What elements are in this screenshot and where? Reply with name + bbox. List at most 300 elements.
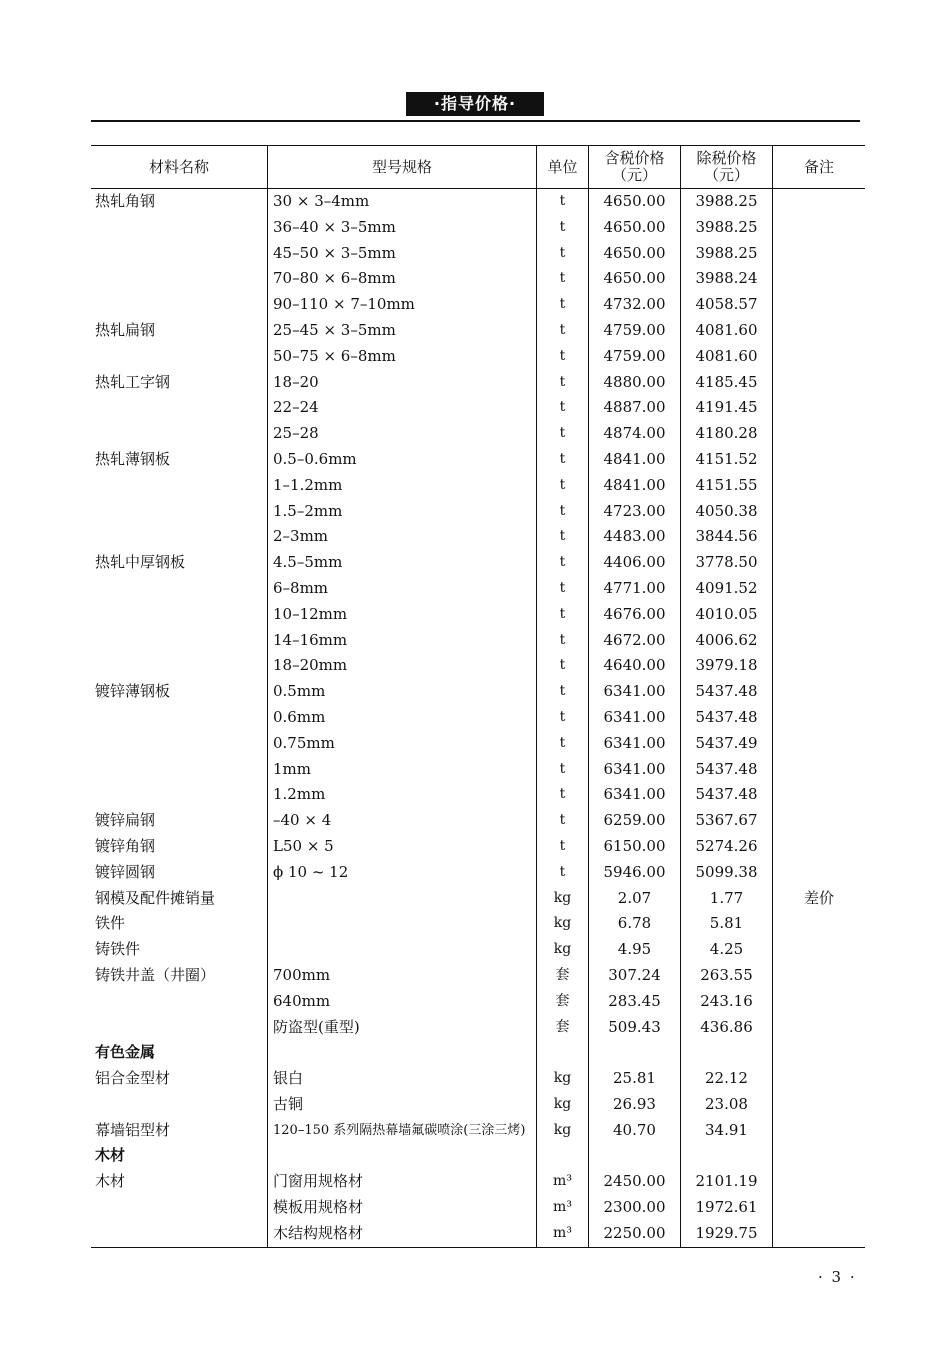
- table-row: [91, 963, 865, 989]
- cell-spec: 防盗型(重型): [268, 1015, 537, 1041]
- cell-spec: 银白: [268, 1066, 537, 1092]
- cell-tax-price: 4841.00: [589, 473, 681, 499]
- cell-material-name: 热轧角钢: [95, 192, 156, 210]
- cell-spec: 18–20mm: [268, 653, 537, 679]
- cell-tax-price: 2450.00: [589, 1169, 681, 1195]
- cell-material-name: [91, 731, 268, 757]
- table-row: [91, 1015, 865, 1041]
- cell-material-name: 木材: [95, 1172, 126, 1191]
- cell-unit: t: [537, 421, 589, 447]
- cell-material-name: 钢模及配件摊销量: [95, 888, 216, 907]
- page-number: · 3 ·: [818, 1268, 857, 1286]
- cell-note: [773, 989, 866, 1015]
- cell-net-price: 34.91: [681, 1118, 773, 1144]
- cell-material-name: 镀锌扁钢: [95, 811, 156, 830]
- cell-note: [773, 550, 866, 576]
- cell-note: [773, 1143, 866, 1169]
- cell-material-name: [91, 473, 268, 499]
- cell-tax-price: 4650.00: [589, 189, 681, 215]
- header-net-price: [681, 146, 773, 189]
- table-row: [91, 731, 865, 757]
- cell-note: [773, 576, 866, 602]
- cell-net-price: 1929.75: [681, 1221, 773, 1247]
- cell-material-name: 铸铁件: [95, 940, 141, 959]
- table-row: [91, 860, 865, 886]
- cell-net-price: 3778.50: [681, 550, 773, 576]
- price-table-wrapper: [91, 145, 860, 1248]
- cell-note: [773, 421, 866, 447]
- cell-net-price: 4010.05: [681, 602, 773, 628]
- cell-unit: t: [537, 602, 589, 628]
- table-row: [91, 628, 865, 654]
- header-tax-price: [589, 146, 681, 189]
- cell-spec: 古铜: [268, 1092, 537, 1118]
- table-row: [91, 679, 865, 705]
- cell-net-price: 4081.60: [681, 344, 773, 370]
- cell-unit: t: [537, 189, 589, 215]
- header-material-name: 材料名称: [91, 146, 268, 189]
- table-row: [91, 757, 865, 783]
- cell-tax-price: 307.24: [589, 963, 681, 989]
- cell-note: [773, 1066, 866, 1092]
- cell-material-name: [91, 1195, 268, 1221]
- cell-spec: 1.2mm: [268, 782, 537, 808]
- header-rule: [91, 120, 860, 122]
- cell-net-price: 436.86: [681, 1015, 773, 1041]
- section-banner: ·指导价格·: [406, 92, 544, 116]
- cell-material-name: [91, 782, 268, 808]
- cell-material-name: [91, 292, 268, 318]
- cell-note: [773, 628, 866, 654]
- table-row: [91, 1066, 865, 1092]
- cell-net-price: 4151.55: [681, 473, 773, 499]
- cell-net-price: 5437.48: [681, 757, 773, 783]
- table-header-row: [91, 146, 865, 189]
- cell-spec: 门窗用规格材: [268, 1169, 537, 1195]
- cell-note: [773, 292, 866, 318]
- cell-note: [773, 937, 866, 963]
- cell-unit: m³: [537, 1221, 589, 1247]
- cell-material-name: 热轧薄钢板: [95, 449, 171, 468]
- cell-net-price: 4081.60: [681, 318, 773, 344]
- cell-net-price: 1972.61: [681, 1195, 773, 1221]
- cell-net-price: [681, 1143, 773, 1169]
- cell-note: [773, 1221, 866, 1247]
- cell-unit: t: [537, 292, 589, 318]
- cell-unit: t: [537, 550, 589, 576]
- cell-unit: t: [537, 782, 589, 808]
- table-row: [91, 1118, 865, 1144]
- cell-net-price: 5367.67: [681, 808, 773, 834]
- cell-net-price: 5437.48: [681, 705, 773, 731]
- cell-material-name: 镀锌角钢: [95, 836, 156, 855]
- cell-note: [773, 963, 866, 989]
- cell-net-price: 5437.49: [681, 731, 773, 757]
- header-spec: 型号规格: [268, 146, 537, 189]
- cell-spec: –40 × 4: [268, 808, 537, 834]
- cell-unit: t: [537, 318, 589, 344]
- cell-tax-price: 283.45: [589, 989, 681, 1015]
- header-net-price-line1: 除税价格: [696, 149, 757, 167]
- cell-material-name: [91, 241, 268, 267]
- cell-material-name: [91, 266, 268, 292]
- cell-note: [773, 1195, 866, 1221]
- cell-spec: 640mm: [268, 989, 537, 1015]
- cell-tax-price: 4841.00: [589, 447, 681, 473]
- cell-tax-price: 6341.00: [589, 757, 681, 783]
- cell-spec: 18–20: [268, 370, 537, 396]
- cell-net-price: 4191.45: [681, 395, 773, 421]
- cell-material-name: [91, 989, 268, 1015]
- table-row: [91, 524, 865, 550]
- cell-spec: 22–24: [268, 395, 537, 421]
- table-row: [91, 782, 865, 808]
- cell-note: [773, 731, 866, 757]
- cell-material-name: [91, 757, 268, 783]
- table-row: [91, 653, 865, 679]
- cell-spec: 14–16mm: [268, 628, 537, 654]
- cell-net-price: 3979.18: [681, 653, 773, 679]
- cell-note: [773, 344, 866, 370]
- cell-material-name: 热轧工字钢: [95, 372, 171, 391]
- cell-tax-price: 6341.00: [589, 782, 681, 808]
- cell-spec: [268, 886, 537, 912]
- cell-material-name: 镀锌薄钢板: [95, 682, 171, 701]
- cell-tax-price: 25.81: [589, 1066, 681, 1092]
- cell-material-name: 铸铁井盖（井圈）: [95, 965, 216, 984]
- cell-spec: 10–12mm: [268, 602, 537, 628]
- cell-spec: 50–75 × 6–8mm: [268, 344, 537, 370]
- table-row: [91, 911, 865, 937]
- cell-tax-price: 40.70: [589, 1118, 681, 1144]
- cell-tax-price: 6259.00: [589, 808, 681, 834]
- cell-spec: 30 × 3–4mm: [268, 189, 537, 215]
- cell-unit: t: [537, 860, 589, 886]
- cell-spec: 120–150 系列隔热幕墙氟碳喷涂(三涂三烤): [268, 1118, 537, 1144]
- cell-note: [773, 782, 866, 808]
- cell-spec: 2–3mm: [268, 524, 537, 550]
- cell-spec: 700mm: [268, 963, 537, 989]
- cell-unit: t: [537, 628, 589, 654]
- cell-spec: ϕ 10 ~ 12: [268, 860, 537, 886]
- cell-unit: t: [537, 808, 589, 834]
- table-row: [91, 395, 865, 421]
- cell-tax-price: 2300.00: [589, 1195, 681, 1221]
- cell-spec: 25–45 × 3–5mm: [268, 318, 537, 344]
- cell-unit: t: [537, 524, 589, 550]
- table-row: [91, 808, 865, 834]
- table-row: [91, 989, 865, 1015]
- cell-spec: 4.5–5mm: [268, 550, 537, 576]
- cell-note: [773, 757, 866, 783]
- cell-net-price: 4185.45: [681, 370, 773, 396]
- cell-tax-price: 6341.00: [589, 679, 681, 705]
- table-body: [91, 189, 865, 1248]
- cell-material-name: [91, 576, 268, 602]
- cell-unit: kg: [537, 1092, 589, 1118]
- cell-tax-price: 6150.00: [589, 834, 681, 860]
- header-unit: 单位: [537, 146, 589, 189]
- cell-spec: 1mm: [268, 757, 537, 783]
- cell-net-price: 4091.52: [681, 576, 773, 602]
- cell-tax-price: 5946.00: [589, 860, 681, 886]
- cell-unit: kg: [537, 1118, 589, 1144]
- table-row: [91, 421, 865, 447]
- cell-unit: t: [537, 834, 589, 860]
- cell-unit: t: [537, 344, 589, 370]
- cell-net-price: 5.81: [681, 911, 773, 937]
- table-row: [91, 1092, 865, 1118]
- cell-unit: t: [537, 370, 589, 396]
- cell-material-name: 铁件: [95, 914, 126, 933]
- cell-net-price: 3988.24: [681, 266, 773, 292]
- table-row: [91, 499, 865, 525]
- table-row: [91, 550, 865, 576]
- cell-spec: 0.6mm: [268, 705, 537, 731]
- cell-net-price: 263.55: [681, 963, 773, 989]
- cell-net-price: 3988.25: [681, 215, 773, 241]
- cell-net-price: 22.12: [681, 1066, 773, 1092]
- cell-material-name: 热轧中厚钢板: [95, 553, 186, 572]
- cell-spec: 36–40 × 3–5mm: [268, 215, 537, 241]
- cell-material-name: [91, 1221, 268, 1247]
- table-row: [91, 1195, 865, 1221]
- cell-tax-price: 4650.00: [589, 215, 681, 241]
- cell-note: [773, 318, 866, 344]
- cell-unit: t: [537, 757, 589, 783]
- cell-material-name: [91, 1092, 268, 1118]
- cell-net-price: 4151.52: [681, 447, 773, 473]
- cell-note: [773, 241, 866, 267]
- cell-spec: 模板用规格材: [268, 1195, 537, 1221]
- cell-net-price: 1.77: [681, 886, 773, 912]
- price-table: [91, 145, 865, 1248]
- table-row: [91, 370, 865, 396]
- cell-material-name: [91, 344, 268, 370]
- cell-note: [773, 602, 866, 628]
- cell-unit: t: [537, 395, 589, 421]
- cell-material-name: [91, 524, 268, 550]
- cell-tax-price: 26.93: [589, 1092, 681, 1118]
- cell-net-price: 3988.25: [681, 241, 773, 267]
- table-row: [91, 937, 865, 963]
- cell-unit: 套: [537, 989, 589, 1015]
- cell-note: [773, 834, 866, 860]
- cell-tax-price: [589, 1143, 681, 1169]
- table-row: [91, 447, 865, 473]
- cell-note: [773, 679, 866, 705]
- cell-tax-price: 6341.00: [589, 731, 681, 757]
- cell-material-name: 幕墙铝型材: [95, 1120, 171, 1139]
- cell-tax-price: 4650.00: [589, 266, 681, 292]
- cell-material-name: 木材: [95, 1146, 126, 1165]
- header-note: 备注: [773, 146, 866, 189]
- cell-note: 差价: [773, 886, 866, 912]
- table-row: [91, 241, 865, 267]
- cell-spec: 45–50 × 3–5mm: [268, 241, 537, 267]
- cell-net-price: 4058.57: [681, 292, 773, 318]
- cell-material-name: 镀锌圆钢: [95, 862, 156, 881]
- cell-net-price: 4050.38: [681, 499, 773, 525]
- cell-spec: 90–110 × 7–10mm: [268, 292, 537, 318]
- cell-unit: 套: [537, 1015, 589, 1041]
- table-row: [91, 834, 865, 860]
- cell-tax-price: 4759.00: [589, 344, 681, 370]
- cell-spec: 木结构规格材: [268, 1221, 537, 1247]
- cell-tax-price: 4771.00: [589, 576, 681, 602]
- cell-unit: t: [537, 653, 589, 679]
- cell-spec: 0.5mm: [268, 679, 537, 705]
- cell-note: [773, 266, 866, 292]
- cell-unit: 套: [537, 963, 589, 989]
- table-row: [91, 292, 865, 318]
- cell-tax-price: 509.43: [589, 1015, 681, 1041]
- cell-spec: 25–28: [268, 421, 537, 447]
- header-net-price-line2: （元）: [703, 166, 749, 184]
- cell-note: [773, 473, 866, 499]
- cell-net-price: 243.16: [681, 989, 773, 1015]
- table-row: [91, 576, 865, 602]
- cell-net-price: 4180.28: [681, 421, 773, 447]
- header-tax-price-line2: （元）: [611, 166, 657, 184]
- cell-tax-price: [589, 1040, 681, 1066]
- cell-note: [773, 215, 866, 241]
- cell-tax-price: 2.07: [589, 886, 681, 912]
- table-row: [91, 602, 865, 628]
- cell-unit: m³: [537, 1195, 589, 1221]
- cell-material-name: [91, 628, 268, 654]
- table-row: [91, 215, 865, 241]
- cell-unit: t: [537, 241, 589, 267]
- cell-unit: kg: [537, 886, 589, 912]
- cell-material-name: 铝合金型材: [95, 1069, 171, 1088]
- cell-material-name: [91, 653, 268, 679]
- cell-tax-price: 6341.00: [589, 705, 681, 731]
- cell-spec: 0.5–0.6mm: [268, 447, 537, 473]
- cell-note: [773, 499, 866, 525]
- cell-unit: kg: [537, 937, 589, 963]
- cell-unit: [537, 1143, 589, 1169]
- cell-material-name: [91, 499, 268, 525]
- table-row: [91, 886, 865, 912]
- cell-tax-price: 4723.00: [589, 499, 681, 525]
- cell-unit: kg: [537, 1066, 589, 1092]
- cell-unit: t: [537, 576, 589, 602]
- table-row: [91, 318, 865, 344]
- cell-unit: [537, 1040, 589, 1066]
- cell-material-name: [91, 215, 268, 241]
- cell-note: [773, 1092, 866, 1118]
- table-row: [91, 189, 865, 215]
- cell-tax-price: 4732.00: [589, 292, 681, 318]
- cell-spec: 6–8mm: [268, 576, 537, 602]
- cell-net-price: 4006.62: [681, 628, 773, 654]
- cell-note: [773, 808, 866, 834]
- table-row: [91, 266, 865, 292]
- cell-unit: t: [537, 473, 589, 499]
- cell-note: [773, 705, 866, 731]
- cell-tax-price: 4887.00: [589, 395, 681, 421]
- cell-unit: t: [537, 215, 589, 241]
- cell-unit: kg: [537, 911, 589, 937]
- cell-net-price: 2101.19: [681, 1169, 773, 1195]
- cell-spec: 1–1.2mm: [268, 473, 537, 499]
- cell-note: [773, 653, 866, 679]
- cell-note: [773, 860, 866, 886]
- cell-unit: t: [537, 266, 589, 292]
- cell-material-name: 热轧扁钢: [95, 320, 156, 339]
- cell-tax-price: 2250.00: [589, 1221, 681, 1247]
- cell-net-price: 3988.25: [681, 189, 773, 215]
- cell-note: [773, 1040, 866, 1066]
- cell-tax-price: 4672.00: [589, 628, 681, 654]
- table-row: [91, 473, 865, 499]
- cell-note: [773, 1015, 866, 1041]
- cell-spec: 1.5–2mm: [268, 499, 537, 525]
- cell-note: [773, 447, 866, 473]
- cell-spec: 70–80 × 6–8mm: [268, 266, 537, 292]
- cell-spec: L50 × 5: [268, 834, 537, 860]
- cell-note: [773, 189, 866, 215]
- cell-net-price: [681, 1040, 773, 1066]
- cell-material-name: [91, 705, 268, 731]
- table-row: [91, 1169, 865, 1195]
- table-row: [91, 1221, 865, 1247]
- cell-net-price: 23.08: [681, 1092, 773, 1118]
- cell-tax-price: 4483.00: [589, 524, 681, 550]
- cell-unit: t: [537, 499, 589, 525]
- cell-tax-price: 4640.00: [589, 653, 681, 679]
- cell-spec: [268, 937, 537, 963]
- cell-net-price: 4.25: [681, 937, 773, 963]
- cell-note: [773, 1169, 866, 1195]
- cell-material-name: 有色金属: [95, 1043, 156, 1062]
- cell-spec: 0.75mm: [268, 731, 537, 757]
- cell-unit: t: [537, 679, 589, 705]
- cell-tax-price: 6.78: [589, 911, 681, 937]
- cell-spec: [268, 1040, 537, 1066]
- cell-net-price: 5437.48: [681, 679, 773, 705]
- cell-net-price: 3844.56: [681, 524, 773, 550]
- header-tax-price-line1: 含税价格: [604, 149, 665, 167]
- table-row: [91, 1143, 865, 1169]
- cell-note: [773, 524, 866, 550]
- cell-net-price: 5437.48: [681, 782, 773, 808]
- cell-tax-price: 4874.00: [589, 421, 681, 447]
- cell-material-name: [91, 602, 268, 628]
- cell-spec: [268, 1143, 537, 1169]
- cell-tax-price: 4406.00: [589, 550, 681, 576]
- cell-unit: t: [537, 447, 589, 473]
- cell-note: [773, 395, 866, 421]
- table-row: [91, 1040, 865, 1066]
- cell-unit: t: [537, 705, 589, 731]
- cell-unit: t: [537, 731, 589, 757]
- cell-material-name: [91, 421, 268, 447]
- cell-material-name: [91, 395, 268, 421]
- cell-tax-price: 4676.00: [589, 602, 681, 628]
- table-row: [91, 344, 865, 370]
- table-row: [91, 705, 865, 731]
- cell-tax-price: 4.95: [589, 937, 681, 963]
- cell-note: [773, 370, 866, 396]
- cell-material-name: [91, 1015, 268, 1041]
- cell-tax-price: 4880.00: [589, 370, 681, 396]
- cell-note: [773, 911, 866, 937]
- cell-spec: [268, 911, 537, 937]
- cell-net-price: 5274.26: [681, 834, 773, 860]
- cell-tax-price: 4650.00: [589, 241, 681, 267]
